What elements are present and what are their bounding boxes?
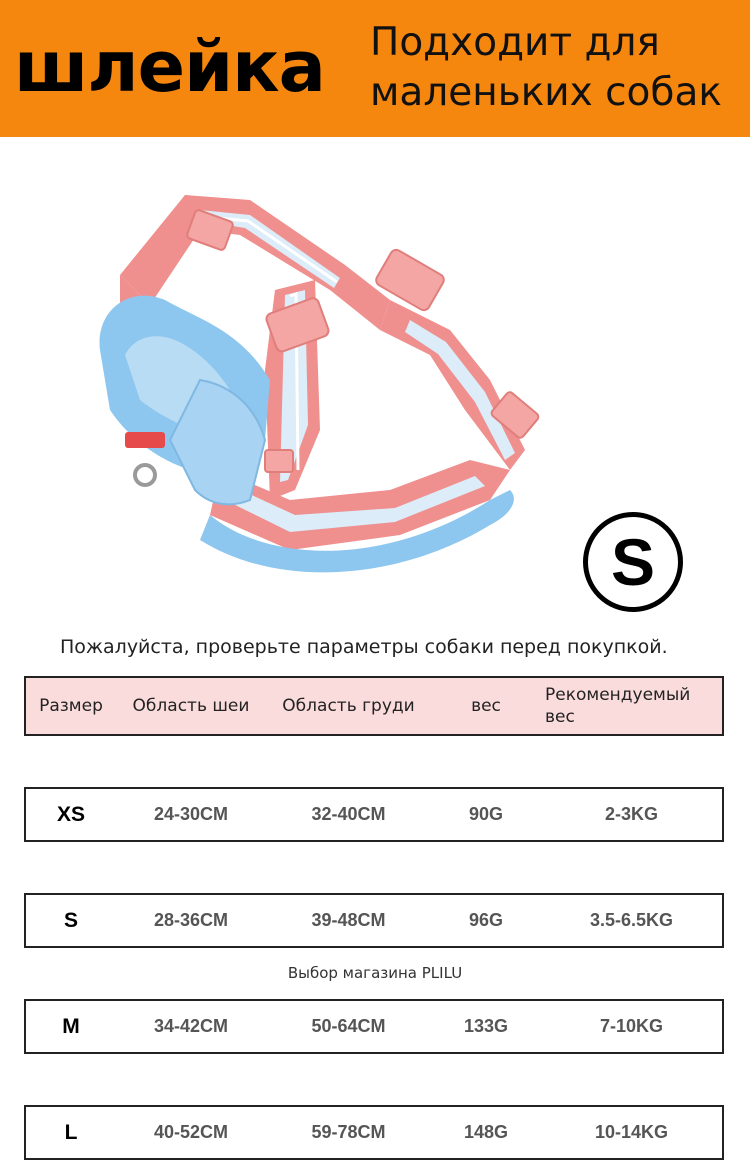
header-size: Размер xyxy=(25,677,116,735)
harness-product-image xyxy=(90,170,570,620)
size-badge: S xyxy=(583,512,683,612)
footer-store-text: Выбор магазина PLILU xyxy=(287,964,463,982)
banner-title: шлейка xyxy=(14,26,325,108)
cell-recommended-weight: 10-14KG xyxy=(541,1106,723,1159)
cell-neck: 40-52CM xyxy=(116,1106,266,1159)
harness-label-tag xyxy=(125,432,165,448)
banner-subtitle xyxy=(370,18,722,118)
cell-chest: 59-78CM xyxy=(266,1106,431,1159)
notice-text: Пожалуйста, проверьте параметры собаки перед покупкой. xyxy=(60,636,668,658)
table-row xyxy=(25,788,723,841)
header-recommended-weight: Рекомендуемый вес xyxy=(541,677,723,735)
header-banner xyxy=(0,0,750,137)
cell-recommended-weight: 7-10KG xyxy=(541,1000,723,1053)
cell-weight: 133G xyxy=(431,1000,541,1053)
cell-size: S xyxy=(25,894,116,947)
banner-subtitle-line1: Подходит для xyxy=(370,20,660,65)
cell-chest: 32-40CM xyxy=(266,788,431,841)
cell-neck: 24-30CM xyxy=(116,788,266,841)
header-neck: Область шеи xyxy=(116,677,266,735)
header-chest: Область груди xyxy=(266,677,431,735)
cell-size: L xyxy=(25,1106,116,1159)
cell-chest: 39-48CM xyxy=(266,894,431,947)
cell-neck: 28-36CM xyxy=(116,894,266,947)
cell-neck: 34-42CM xyxy=(116,1000,266,1053)
cell-size: XS xyxy=(25,788,116,841)
cell-weight: 90G xyxy=(431,788,541,841)
cell-recommended-weight: 2-3KG xyxy=(541,788,723,841)
header-weight: вес xyxy=(431,677,541,735)
d-ring-icon xyxy=(135,465,155,485)
banner-subtitle-line2: маленьких собак xyxy=(370,70,722,115)
cell-weight: 148G xyxy=(431,1106,541,1159)
table-row xyxy=(25,1106,723,1159)
table-header-row xyxy=(25,677,723,735)
cell-size: M xyxy=(25,1000,116,1053)
cell-weight: 96G xyxy=(431,894,541,947)
table-row xyxy=(25,1000,723,1053)
cell-chest: 50-64CM xyxy=(266,1000,431,1053)
size-chart-table xyxy=(24,676,724,1160)
table-row xyxy=(25,894,723,947)
cell-recommended-weight: 3.5-6.5KG xyxy=(541,894,723,947)
